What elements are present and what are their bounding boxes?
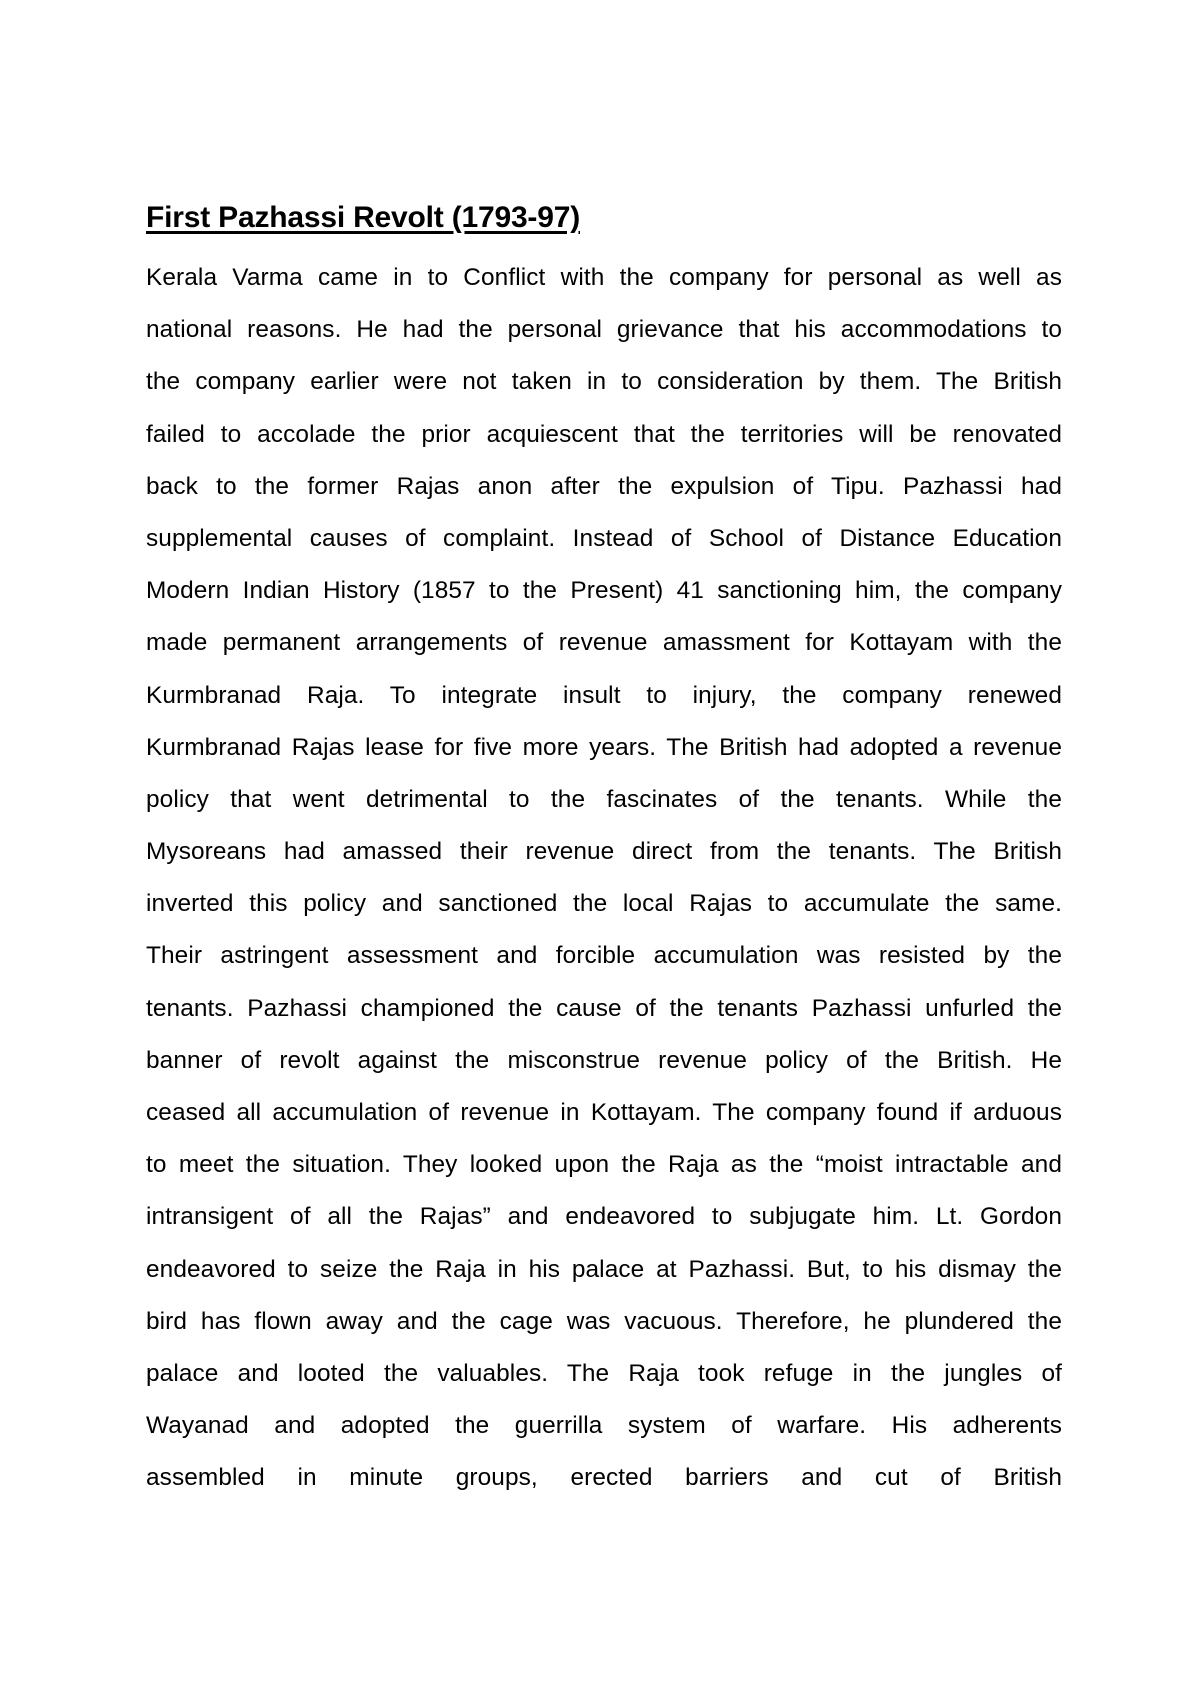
- body-line: to meet the situation. They looked upon the Raja as the “moist intractable and: [146, 1151, 1062, 1179]
- document-body: [146, 252, 1062, 1505]
- body-line: banner of revolt against the misconstrue revenue policy of the British. He: [146, 1046, 1062, 1074]
- body-line: made permanent arrangements of revenue amassment for Kottayam with the: [146, 629, 1062, 657]
- body-line: endeavored to seize the Raja in his palace at Pazhassi. But, to his dismay the: [146, 1255, 1062, 1283]
- document-content: [146, 192, 1062, 1505]
- body-line: policy that went detrimental to the fascinates of the tenants. While the: [146, 785, 1062, 813]
- body-line: assembled in minute groups, erected barriers and cut of British: [146, 1464, 1062, 1492]
- body-line: Modern Indian History (1857 to the Present) 41 sanctioning him, the company: [146, 577, 1062, 605]
- body-line: Kerala Varma came in to Conflict with the company for personal as well as: [146, 264, 1062, 291]
- body-line: tenants. Pazhassi championed the cause of the tenants Pazhassi unfurled the: [146, 994, 1062, 1022]
- body-line: Kurmbranad Rajas lease for five more years. The British had adopted a revenue: [146, 733, 1062, 761]
- body-line: palace and looted the valuables. The Raja took refuge in the jungles of: [146, 1359, 1062, 1387]
- body-line: the company earlier were not taken in to consideration by them. The British: [146, 368, 1062, 396]
- body-line: back to the former Rajas anon after the expulsion of Tipu. Pazhassi had: [146, 472, 1062, 500]
- body-line: Mysoreans had amassed their revenue direct from the tenants. The British: [146, 838, 1062, 866]
- body-line: inverted this policy and sanctioned the local Rajas to accumulate the same.: [146, 890, 1062, 918]
- body-line: bird has flown away and the cage was vacuous. Therefore, he plundered the: [146, 1307, 1062, 1335]
- body-line: Wayanad and adopted the guerrilla system of warfare. His adherents: [146, 1412, 1062, 1440]
- body-line: national reasons. He had the personal grievance that his accommodations to: [146, 316, 1062, 344]
- body-line: supplemental causes of complaint. Instead of School of Distance Education: [146, 524, 1062, 552]
- body-line: Their astringent assessment and forcible accumulation was resisted by the: [146, 942, 1062, 970]
- document-title: First Pazhassi Revolt (1793-97): [146, 201, 580, 234]
- body-line: ceased all accumulation of revenue in Kottayam. The company found if arduous: [146, 1099, 1062, 1126]
- body-line: failed to accolade the prior acquiescent that the territories will be renovated: [146, 420, 1062, 448]
- body-line: Kurmbranad Raja. To integrate insult to injury, the company renewed: [146, 681, 1062, 709]
- body-line: intransigent of all the Rajas” and endeavored to subjugate him. Lt. Gordon: [146, 1203, 1062, 1231]
